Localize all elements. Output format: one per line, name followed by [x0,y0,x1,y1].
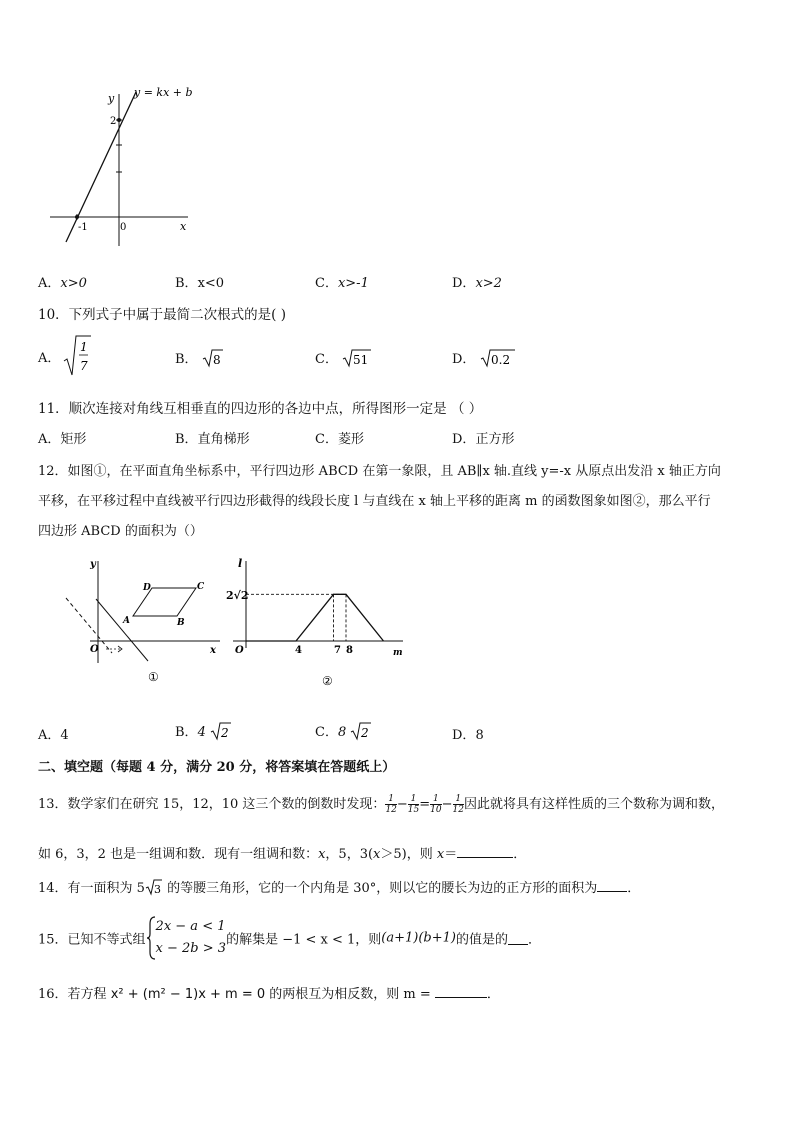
q10-option-c[interactable]: C． 51 [315,348,372,368]
q9-option-a[interactable]: A．x>0 [38,276,87,291]
q12-option-c[interactable]: C．8 2 [315,721,372,741]
svg-text:O: O [90,644,99,655]
svg-text:m: m [393,648,403,658]
q10-stem: 10．下列式子中属于最简二次根式的是( ) [38,307,287,323]
q12-stem-line1: 12．如图①，在平面直角坐标系中，平行四边形 ABCD 在第一象限，且 AB∥x 轴.直线 y=-x 从原点出发沿 x 轴正方向 [38,464,721,479]
q11-option-c[interactable]: C．菱形 [315,432,364,447]
fig1-caption: ① [148,670,159,684]
q9-option-c[interactable]: C．x>-1 [315,276,369,291]
y-intercept-point [117,118,121,122]
q12-option-d[interactable]: D．8 [452,728,484,743]
fig2-caption: ② [322,674,333,688]
q9-option-d[interactable]: D．x>2 [452,276,502,291]
q12-figure-2 [225,553,410,693]
tick-label-0: 0 [120,222,127,233]
section-heading-fill-in: 二、填空题（每题 4 分，满分 20 分，将答案填在答题纸上） [38,760,396,775]
sqrt-fraction-icon [62,333,92,379]
sqrt-icon [210,721,232,741]
svg-text:A: A [123,616,130,626]
sqrt-icon [202,348,224,368]
x-intercept-point [75,215,79,219]
q10-option-b[interactable]: B． 8 [175,348,224,368]
svg-text:8: 8 [212,353,221,367]
q10-option-d[interactable]: D． 0.2 [452,348,516,368]
q11-option-d[interactable]: D．正方形 [452,432,515,447]
q12-option-a[interactable]: A．4 [38,728,69,743]
svg-text:l: l [238,557,243,570]
svg-text:D: D [143,583,151,593]
sqrt-icon [342,348,372,368]
q12-stem-line3: 四边形 ABCD 的面积为（） [38,524,203,539]
svg-text:3: 3 [153,883,161,896]
svg-text:x: x [210,645,216,656]
linear-function-graph [40,80,210,250]
fig2-tick-8: 8 [346,645,353,656]
q11-option-a[interactable]: A．矩形 [38,432,87,447]
q14-line: 14．有一面积为 5 3 的等腰三角形，它的一个内角是 30°，则以它的腰长为边的正方形的面积为 ． [38,877,640,896]
svg-text:7: 7 [80,359,88,373]
fig2-tick-7: 7 [334,645,341,656]
svg-text:1: 1 [80,340,88,354]
sqrt-icon [480,348,516,368]
x-axis-label: x [180,220,187,233]
q11-option-b[interactable]: B．直角梯形 [175,432,250,447]
q13-line1: 13．数学家们在研究 15，12，10 这三个数的倒数时发现： $\frac{1}{12}$ − $\frac{1}{15}$ = $\frac{1}{10}$ − $\frac{1}{12}$ 因此就将具有这样性质的三个数称为调和数， [38,794,724,815]
q15-line: 15．已知不等式组 2x − a < 1 x − 2b > 3 的解集是 −1 < x < 1，则(a+1)(b+1)的值是的 ． [38,916,541,960]
fig2-peak-label: 2√2 [226,589,249,602]
inequality-system: 2x − a < 1 x − 2b > 3 [146,916,227,960]
tick-label-neg1: -1 [78,222,88,233]
y-axis-label: y [108,92,115,105]
svg-text:C: C [197,582,205,592]
sqrt-icon [145,878,163,896]
svg-text:0.2: 0.2 [490,353,510,367]
q14-answer-blank[interactable] [597,879,627,892]
svg-text:B: B [177,618,185,628]
q11-stem: 11．顺次连接对角线互相垂直的四边形的各边中点，所得图形一定是 （ ） [38,401,483,417]
q16-line: 16．若方程 x² + (m² − 1)x + m = 0 的两根互为相反数，则 m = ． [38,987,500,1002]
svg-text:2: 2 [361,726,370,740]
fig2-tick-4: 4 [295,645,302,656]
svg-text:y: y [90,559,96,570]
q9-option-b[interactable]: B．x<0 [175,276,225,291]
svg-text:51: 51 [353,353,369,367]
q12-option-b[interactable]: B．4 2 [175,721,232,741]
fig2-function-graph [246,594,384,641]
q16-answer-blank[interactable] [435,985,487,998]
q13-answer-blank[interactable] [457,845,513,858]
function-line [66,92,136,242]
equation-label: y = kx + b [134,86,193,99]
q10-option-a[interactable]: A． 1 7 [38,333,60,379]
svg-text:O: O [235,645,244,656]
svg-text:2: 2 [220,726,229,740]
fig1-dashed-line [66,598,112,653]
q12-stem-line2: 平移，在平移过程中直线被平行四边形截得的线段长度 l 与直线在 x 轴上平移的距离 m 的函数图象如图②，那么平行 [38,494,711,509]
q13-line2: 如 6，3，2 也是一组调和数．现有一组调和数：x，5，3(x＞5)，则 x＝ ． [38,847,527,862]
tick-label-2: 2 [110,116,117,127]
fig1-moving-line [96,599,148,661]
q15-answer-blank[interactable] [508,932,528,945]
q12-figure-1 [60,553,230,693]
left-brace-icon [146,916,156,960]
sqrt-icon [350,721,372,741]
